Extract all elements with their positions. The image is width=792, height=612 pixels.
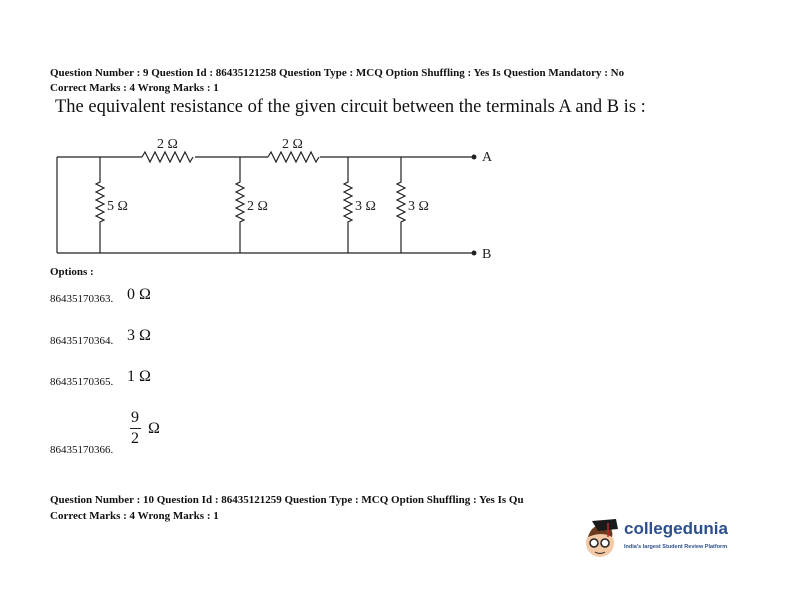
mascot-icon xyxy=(582,515,622,563)
option-id: 86435170364. xyxy=(50,335,114,347)
option-value: 1 Ω xyxy=(127,368,151,385)
option-id: 86435170366. xyxy=(50,444,114,456)
terminal-a-dot xyxy=(472,155,477,160)
resistor-top-1 xyxy=(142,152,193,162)
resistor-mid xyxy=(236,157,244,253)
options-label: Options : xyxy=(50,266,94,278)
label-top-r2: 2 Ω xyxy=(282,137,303,152)
option-fraction-num: 9 xyxy=(131,409,139,426)
q9-meta: Question Number : 9 Question Id : 86435121258 Question Type : MCQ Option Shuffling : Yes Is Question Mandatory : No xyxy=(50,67,625,79)
label-terminal-b: B xyxy=(482,247,492,262)
label-rmid: 2 Ω xyxy=(247,199,268,214)
q10-marks: Correct Marks : 4 Wrong Marks : 1 xyxy=(50,510,219,522)
q10-meta: Question Number : 10 Question Id : 86435121259 Question Type : MCQ Option Shuffling : Yes Is Qu xyxy=(50,494,524,506)
question-text: The equivalent resistance of the given circuit between the terminals A and B is : xyxy=(55,97,646,117)
label-r3a: 3 Ω xyxy=(355,199,376,214)
option-id: 86435170363. xyxy=(50,293,114,305)
collegedunia-logo xyxy=(582,515,752,565)
q9-marks: Correct Marks : 4 Wrong Marks : 1 xyxy=(50,82,219,94)
label-terminal-a: A xyxy=(482,150,493,165)
resistor-3b xyxy=(397,157,405,253)
fraction-bar xyxy=(130,428,141,429)
label-r3b: 3 Ω xyxy=(408,199,429,214)
resistor-top-2 xyxy=(268,152,319,162)
option-value: 0 Ω xyxy=(127,286,151,303)
logo-tagline: India's largest Student Review Platform xyxy=(624,544,728,550)
option-id: 86435170365. xyxy=(50,376,114,388)
resistor-5 xyxy=(96,157,104,253)
resistor-3a xyxy=(344,157,352,253)
label-r5: 5 Ω xyxy=(107,199,128,214)
terminal-b-dot xyxy=(472,251,477,256)
option-fraction-den: 2 xyxy=(131,430,139,447)
option-value: 3 Ω xyxy=(127,327,151,344)
option-unit: Ω xyxy=(148,420,160,437)
logo-name: collegedunia xyxy=(624,519,728,538)
label-top-r1: 2 Ω xyxy=(157,137,178,152)
